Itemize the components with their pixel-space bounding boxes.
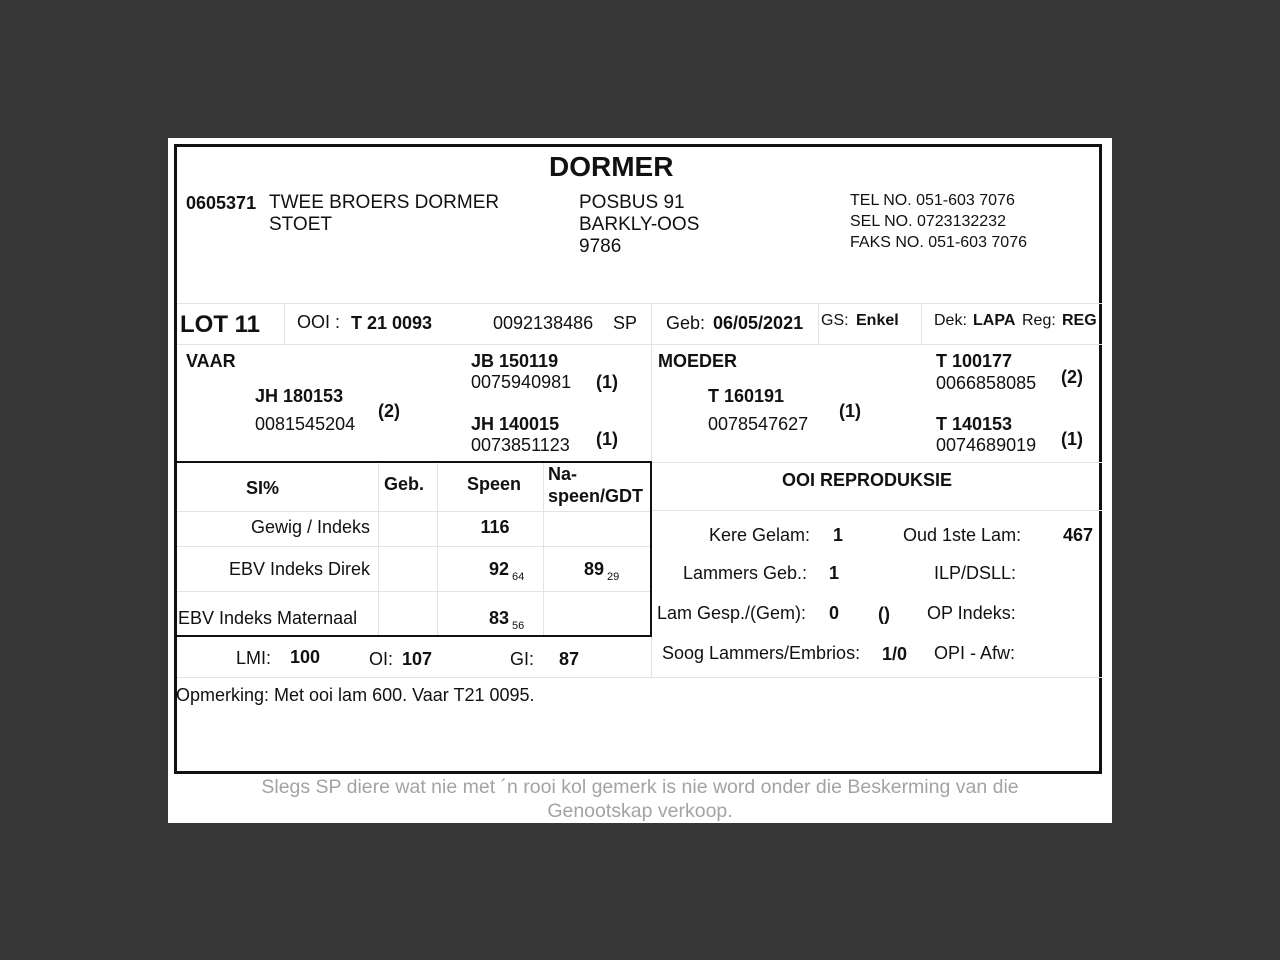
geb-header: Geb. xyxy=(384,474,425,494)
reproduction-title: OOI REPRODUKSIE xyxy=(782,470,953,490)
lmi-label: LMI: xyxy=(236,648,272,668)
speen-ebv-direk-value: 92 $_{64}$ xyxy=(489,559,525,583)
address-line3: 9786 xyxy=(579,236,622,257)
soog-label: Soog Lammers/Embrios: xyxy=(662,643,861,663)
op-indeks-label: OP Indeks: xyxy=(927,603,1016,623)
lammers-geb-label: Lammers Geb.: xyxy=(683,563,808,583)
divider xyxy=(177,546,650,547)
dam-sire-count: (2) xyxy=(1061,367,1083,387)
si-header: SI% xyxy=(246,478,280,498)
lam-gesp-label: Lam Gesp./(Gem): xyxy=(657,603,807,623)
lot-label: LOT 11 xyxy=(180,311,261,338)
speen-ebv-maternaal-value: 83 $_{56}$ xyxy=(489,608,525,632)
divider xyxy=(437,463,438,635)
stud-name-line2: STOET xyxy=(269,214,332,235)
sire-dam-id: JH 140015 xyxy=(471,414,560,434)
opi-afw-label: OPI - Afw: xyxy=(934,643,1016,663)
dam-id: T 160191 xyxy=(708,386,785,406)
naspeen-header-line1: Na- xyxy=(548,464,578,484)
lam-gesp-value: 0 xyxy=(829,603,840,623)
fax-number: FAKS NO. 051-603 7076 xyxy=(850,234,1027,251)
sire-number: 0081545204 xyxy=(255,414,356,434)
animal-id: T 21 0093 xyxy=(351,313,433,333)
sire-count: (2) xyxy=(378,401,400,421)
speen-header: Speen xyxy=(467,474,522,494)
dam-dam-id: T 140153 xyxy=(936,414,1013,434)
row-label-gewig: Gewig / Indeks xyxy=(250,517,370,537)
gi-label: GI: xyxy=(510,649,535,669)
dam-dam-count: (1) xyxy=(1061,429,1083,449)
divider xyxy=(284,303,285,344)
dam-dam-number: 0074689019 xyxy=(936,435,1037,455)
row-label-ebv-maternaal: EBV Indeks Maternaal xyxy=(178,608,358,628)
speen-gewig-value: 116 xyxy=(480,517,510,537)
cell-number: SEL NO. 0723132232 xyxy=(850,213,1006,230)
address-line1: POSBUS 91 xyxy=(579,192,685,213)
status-sp: SP xyxy=(613,313,638,333)
breed-title: DORMER xyxy=(549,151,674,182)
birth-label: Geb: xyxy=(666,313,706,333)
divider xyxy=(177,511,650,512)
address-line2: BARKLY-OOS xyxy=(579,214,700,235)
lam-gesp-gem: () xyxy=(878,604,890,624)
divider xyxy=(177,344,1102,345)
divider xyxy=(921,303,922,344)
divider xyxy=(177,303,1102,304)
oud-1ste-lam-value: 467 xyxy=(1063,525,1094,545)
tel-number: TEL NO. 051-603 7076 xyxy=(850,192,1015,209)
divider xyxy=(177,591,650,592)
ilp-dsll-label: ILP/DSLL: xyxy=(934,563,1017,583)
dek-value: LAPA xyxy=(973,312,1016,329)
sire-label: VAAR xyxy=(186,351,236,371)
birth-date: 06/05/2021 xyxy=(713,313,804,333)
lammers-geb-value: 1 xyxy=(829,563,840,583)
kere-gelam-label: Kere Gelam: xyxy=(709,525,811,545)
footer-note-line2: Genootskap verkoop. xyxy=(547,800,733,822)
sire-dam-number: 0073851123 xyxy=(471,435,570,455)
kere-gelam-value: 1 xyxy=(833,525,844,545)
dam-label: MOEDER xyxy=(658,351,738,371)
dam-sire-id: T 100177 xyxy=(936,351,1013,371)
sire-sire-count: (1) xyxy=(596,372,618,392)
dam-count: (1) xyxy=(839,401,861,421)
stud-name-line1: TWEE BROERS DORMER xyxy=(269,192,500,213)
dam-number: 0078547627 xyxy=(708,414,809,434)
row-label-ebv-direk: EBV Indeks Direk xyxy=(228,559,370,579)
gs-value: Enkel xyxy=(856,312,899,329)
reg-label: Reg: xyxy=(1022,312,1056,329)
oi-value: 107 xyxy=(402,649,433,669)
sex-label: OOI : xyxy=(297,312,341,332)
naspeen-header-line2: speen/GDT xyxy=(548,486,644,506)
naspeen-ebv-direk-value: 89 $_{29}$ xyxy=(584,559,620,583)
registration-number: 0092138486 xyxy=(493,313,594,333)
sire-sire-number: 0075940981 xyxy=(471,372,572,392)
gs-label: GS: xyxy=(821,312,849,329)
sire-id: JH 180153 xyxy=(255,386,344,406)
divider xyxy=(818,303,819,344)
divider xyxy=(652,510,1102,511)
divider xyxy=(543,463,544,635)
dek-label: Dek: xyxy=(934,312,967,329)
divider xyxy=(378,463,379,635)
stud-number: 0605371 xyxy=(186,193,257,213)
oud-1ste-lam-label: Oud 1ste Lam: xyxy=(903,525,1022,545)
sire-sire-id: JB 150119 xyxy=(471,351,559,371)
sire-dam-count: (1) xyxy=(596,429,618,449)
gi-value: 87 xyxy=(559,649,580,669)
oi-label: OI: xyxy=(369,649,394,669)
reg-value: REG xyxy=(1062,312,1097,329)
dam-sire-number: 0066858085 xyxy=(936,373,1037,393)
remark: Opmerking: Met ooi lam 600. Vaar T21 0095. xyxy=(176,685,535,705)
divider xyxy=(177,677,1102,678)
lmi-value: 100 xyxy=(290,647,321,667)
soog-value: 1/0 xyxy=(882,644,908,664)
footer-note-line1: Slegs SP diere wat nie met ´n rooi kol gemerk is nie word onder die Beskerming van die xyxy=(261,776,1019,798)
footer-note xyxy=(168,775,1112,823)
